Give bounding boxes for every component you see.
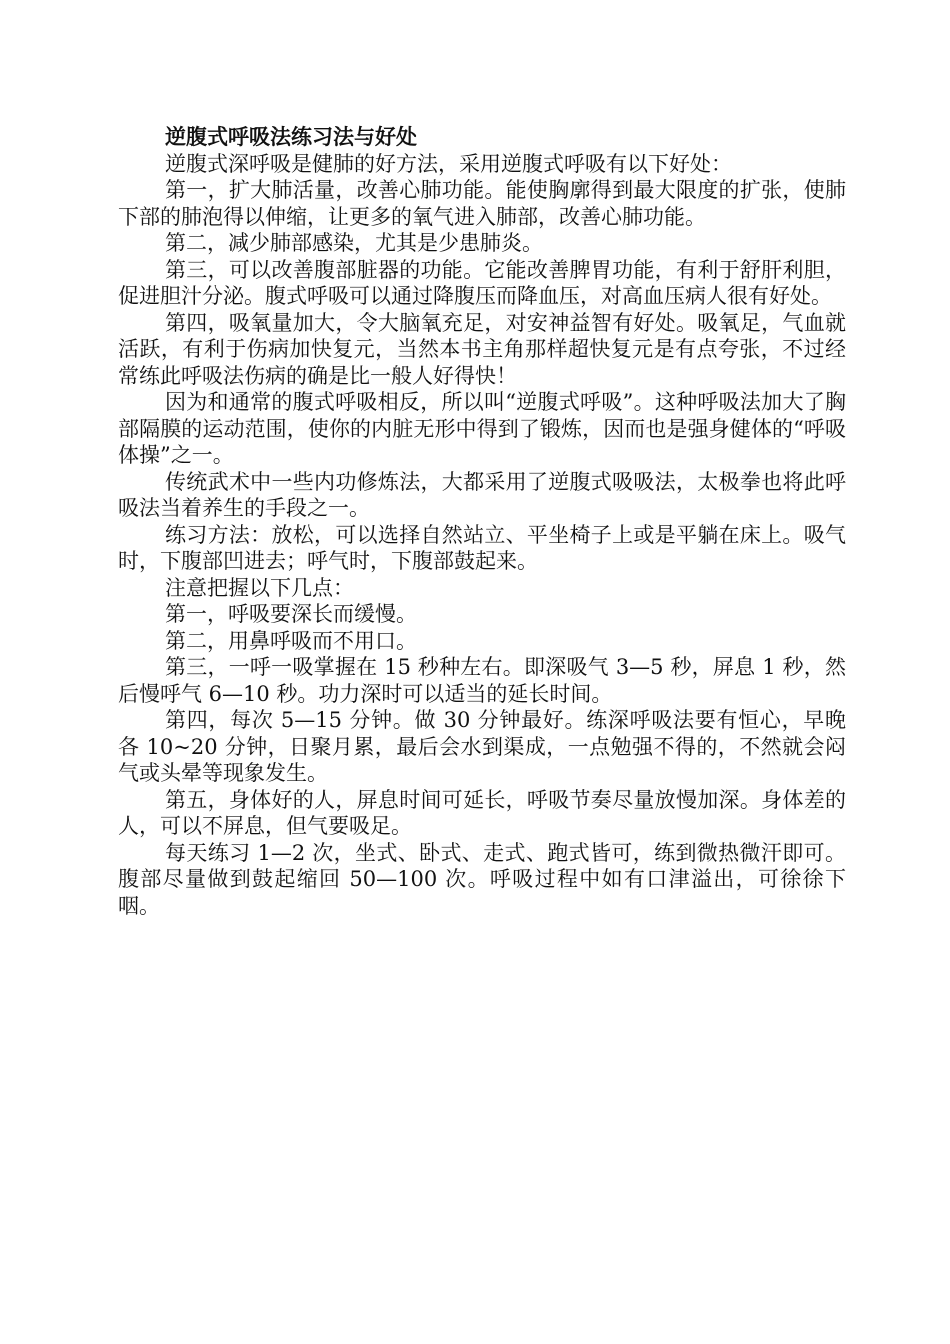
paragraph-benefit-1: 第一，扩大肺活量，改善心肺功能。能使胸廓得到最大限度的扩张，使肺下部的肺泡得以伸缩，让更多的氧气进入肺部，改善心肺功能。 — [118, 178, 846, 229]
paragraph-practice-method: 练习方法：放松，可以选择自然站立、平坐椅子上或是平躺在床上。吸气时，下腹部凹进去；呼气时，下腹部鼓起来。 — [118, 522, 846, 573]
paragraph-note-4: 第四，每次 5—15 分钟。做 30 分钟最好。练深呼吸法要有恒心，早晚各 10~20 分钟，日聚月累，最后会水到渠成，一点勉强不得的，不然就会闷气或头晕等现象发生。 — [118, 708, 846, 785]
paragraph-notes-heading: 注意把握以下几点： — [165, 575, 354, 600]
paragraph-benefit-2: 第二，减少肺部感染，尤其是少患肺炎。 — [165, 231, 543, 255]
document-title: 逆腹式呼吸法练习法与好处 — [165, 125, 417, 149]
paragraph-name-origin: 因为和通常的腹式呼吸相反，所以叫“逆腹式呼吸”。这种呼吸法加大了胸部隔膜的运动范围，使你的内脏无形中得到了锻炼，因而也是强身健体的“呼吸体操”之一。 — [118, 390, 846, 467]
paragraph-note-1: 第一，呼吸要深长而缓慢。 — [165, 602, 417, 626]
paragraph-note-3: 第三，一呼一吸掌握在 15 秒种左右。即深吸气 3—5 秒，屏息 1 秒，然后慢呼气 6—10 秒。功力深时可以适当的延长时间。 — [118, 655, 846, 706]
paragraph-benefit-3: 第三，可以改善腹部脏器的功能。它能改善脾胃功能，有利于舒肝利胆，促进胆汁分泌。腹式呼吸可以通过降腹压而降血压，对高血压病人很有好处。 — [118, 257, 846, 308]
paragraph-note-5: 第五，身体好的人，屏息时间可延长，呼吸节奏尽量放慢加深。身体差的人，可以不屏息，但气要吸足。 — [118, 787, 846, 838]
paragraph-martial-arts: 传统武术中一些内功修炼法，大都采用了逆腹式吸吸法，太极拳也将此呼吸法当着养生的手段之一。 — [118, 469, 846, 520]
paragraph-daily-practice: 每天练习 1—2 次，坐式、卧式、走式、跑式皆可，练到微热微汗即可。腹部尽量做到鼓起缩回 50—100 次。呼吸过程中如有口津溢出，可徐徐下咽。 — [118, 840, 846, 918]
paragraph-benefit-4: 第四，吸氧量加大，令大脑氧充足，对安神益智有好处。吸氧足，气血就活跃，有利于伤病加快复元，当然本书主角那样超快复元是有点夸张，不过经常练此呼吸法伤病的确是比一般人好得快！ — [118, 310, 846, 388]
paragraph-note-2: 第二，用鼻呼吸而不用口。 — [165, 628, 417, 653]
paragraph-intro: 逆腹式深呼吸是健肺的好方法，采用逆腹式呼吸有以下好处： — [165, 151, 732, 176]
document-body — [118, 124, 846, 919]
